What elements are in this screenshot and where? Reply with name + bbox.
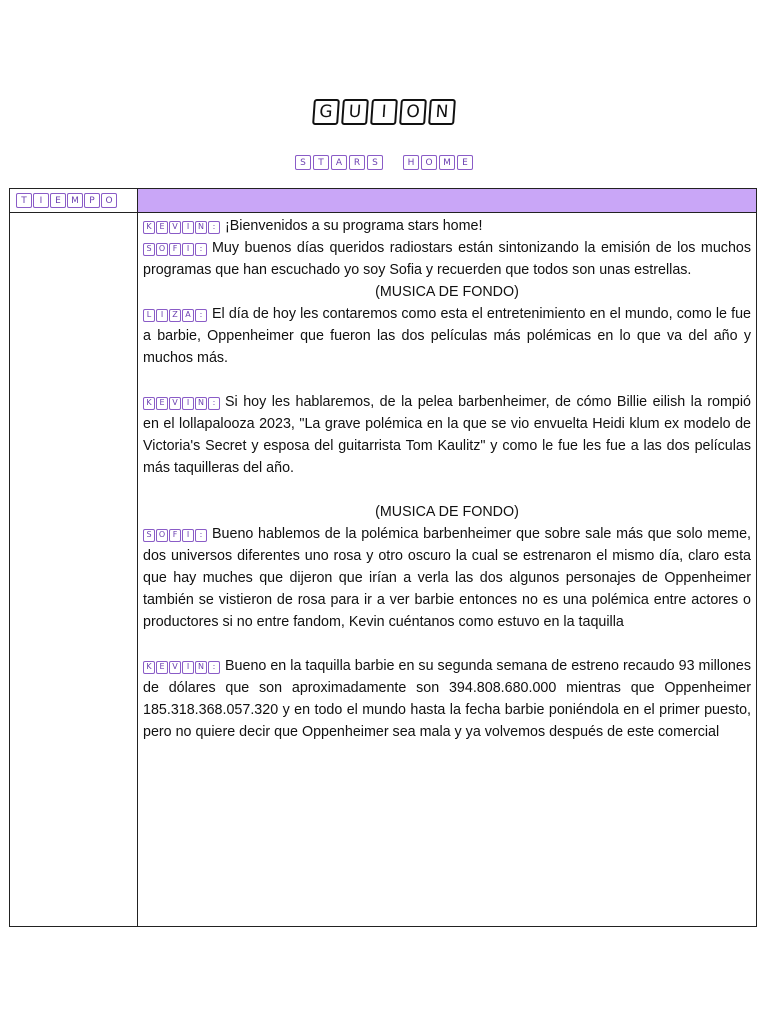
subtitle-letter-tile: E	[457, 155, 473, 170]
dialogue-text: ¡Bienvenidos a su programa stars home!	[225, 218, 483, 234]
speaker-letter-tile: I	[182, 397, 194, 410]
speaker-tag-kevin	[143, 658, 221, 674]
dialogue-text: El día de hoy les contaremos como esta el entretenimiento en el mundo, como le fue a barbie, Oppenheimer que fueron las dos películas más polémicas en lo que va del año y muchos más.	[143, 306, 751, 366]
speaker-letter-tile: N	[195, 221, 207, 234]
dialogue-line	[143, 215, 751, 237]
subtitle-letter-tile: T	[313, 155, 329, 170]
dialogue-line	[143, 655, 751, 743]
speaker-letter-tile: A	[182, 309, 194, 322]
dialogue-text: Muy buenos días queridos radiostars están sintonizando la emisión de los muchos programas que han escuchado yo soy Sofia y recuerden que todos son unas estrellas.	[143, 240, 751, 278]
subtitle-letter-tile: H	[403, 155, 419, 170]
speaker-letter-tile: F	[169, 243, 181, 256]
dialogue-text: Si hoy les hablaremos, de la pelea barbenheimer, de cómo Billie eilish la rompió en el lollapalooza 2023, "La grave polémica en la que se vio envuelta Heidi klum ex modelo de Victoria's Secret y esposa del guitarrista Tom Kaulitz" y como le fue les fue a las dos películas más taquilleras del año.	[143, 394, 751, 476]
table-header-row	[10, 189, 756, 213]
header-tiempo	[10, 189, 137, 212]
speaker-letter-tile: S	[143, 529, 155, 542]
header-content-cell	[138, 189, 756, 212]
paragraph-spacer	[143, 369, 751, 391]
header-letter-tile: T	[16, 193, 32, 208]
speaker-letter-tile: E	[156, 221, 168, 234]
header-letter-tile: E	[50, 193, 66, 208]
speaker-tag-liza	[143, 306, 208, 322]
stage-direction: (MUSICA DE FONDO)	[375, 284, 519, 300]
script-title	[0, 99, 768, 125]
speaker-letter-tile: :	[195, 243, 207, 256]
speaker-tag-sofi	[143, 526, 208, 542]
speaker-letter-tile: I	[156, 309, 168, 322]
speaker-letter-tile: I	[182, 661, 194, 674]
speaker-letter-tile: I	[182, 529, 194, 542]
speaker-letter-tile: V	[169, 661, 181, 674]
program-name-word-2	[403, 155, 473, 170]
speaker-letter-tile: E	[156, 397, 168, 410]
title-letter-tile: U	[341, 99, 369, 125]
speaker-letter-tile: :	[208, 397, 220, 410]
title-letter-tile: G	[312, 99, 340, 125]
script-table	[9, 188, 757, 927]
speaker-tag-sofi	[143, 240, 208, 256]
speaker-letter-tile: O	[156, 243, 168, 256]
paragraph-spacer	[143, 633, 751, 655]
subtitle-letter-tile: S	[367, 155, 383, 170]
speaker-letter-tile: V	[169, 397, 181, 410]
speaker-letter-tile: I	[182, 243, 194, 256]
program-name	[0, 155, 768, 170]
subtitle-letter-tile: O	[421, 155, 437, 170]
script-content	[143, 215, 751, 743]
dialogue-line	[143, 523, 751, 633]
subtitle-letter-tile: S	[295, 155, 311, 170]
stage-direction: (MUSICA DE FONDO)	[375, 504, 519, 520]
speaker-letter-tile: I	[182, 221, 194, 234]
speaker-letter-tile: O	[156, 529, 168, 542]
header-letter-tile: M	[67, 193, 83, 208]
speaker-letter-tile: Z	[169, 309, 181, 322]
speaker-letter-tile: :	[208, 221, 220, 234]
speaker-letter-tile: :	[195, 529, 207, 542]
title-letter-tile: I	[370, 99, 398, 125]
column-divider	[137, 189, 138, 926]
speaker-letter-tile: F	[169, 529, 181, 542]
speaker-tag-kevin	[143, 218, 221, 234]
subtitle-letter-tile: R	[349, 155, 365, 170]
dialogue-line	[143, 237, 751, 281]
title-letter-tile: N	[428, 99, 456, 125]
dialogue-text: Bueno en la taquilla barbie en su segunda semana de estreno recaudo 93 millones de dólares que son aproximadamente son 394.808.680.000 mientras que Oppenheimer 185.318.368.057.320 y en todo el mundo hasta la fecha barbie poniéndola en el primer puesto, pero no quiere decir que Oppenheimer sea mala y ya volvemos después de este comercial	[143, 658, 751, 740]
header-letter-tile: I	[33, 193, 49, 208]
speaker-letter-tile: S	[143, 243, 155, 256]
dialogue-line	[143, 303, 751, 369]
speaker-letter-tile: K	[143, 661, 155, 674]
speaker-letter-tile: :	[195, 309, 207, 322]
program-name-word-1	[295, 155, 383, 170]
speaker-letter-tile: K	[143, 221, 155, 234]
speaker-letter-tile: N	[195, 661, 207, 674]
speaker-letter-tile: K	[143, 397, 155, 410]
header-letter-tile: O	[101, 193, 117, 208]
speaker-letter-tile: :	[208, 661, 220, 674]
speaker-tag-kevin	[143, 394, 221, 410]
header-letter-tile: P	[84, 193, 100, 208]
speaker-letter-tile: N	[195, 397, 207, 410]
dialogue-line	[143, 391, 751, 479]
title-letter-tile: O	[399, 99, 427, 125]
subtitle-letter-tile: M	[439, 155, 455, 170]
dialogue-text: Bueno hablemos de la polémica barbenheimer que sobre sale más que solo meme, dos universos diferentes uno rosa y otro oscuro la cual se estrenaron el mismo día, claro esta que hay muches que dijeron que irían a verla las dos algunos personajes de Oppenheimer también se vistieron de rosa para ir a ver barbie entonces no es una polémica entre actores o productores si no entre fandom, Kevin cuéntanos como estuvo en la taquilla	[143, 526, 751, 630]
speaker-letter-tile: V	[169, 221, 181, 234]
paragraph-spacer	[143, 479, 751, 501]
speaker-letter-tile: L	[143, 309, 155, 322]
subtitle-letter-tile: A	[331, 155, 347, 170]
speaker-letter-tile: E	[156, 661, 168, 674]
